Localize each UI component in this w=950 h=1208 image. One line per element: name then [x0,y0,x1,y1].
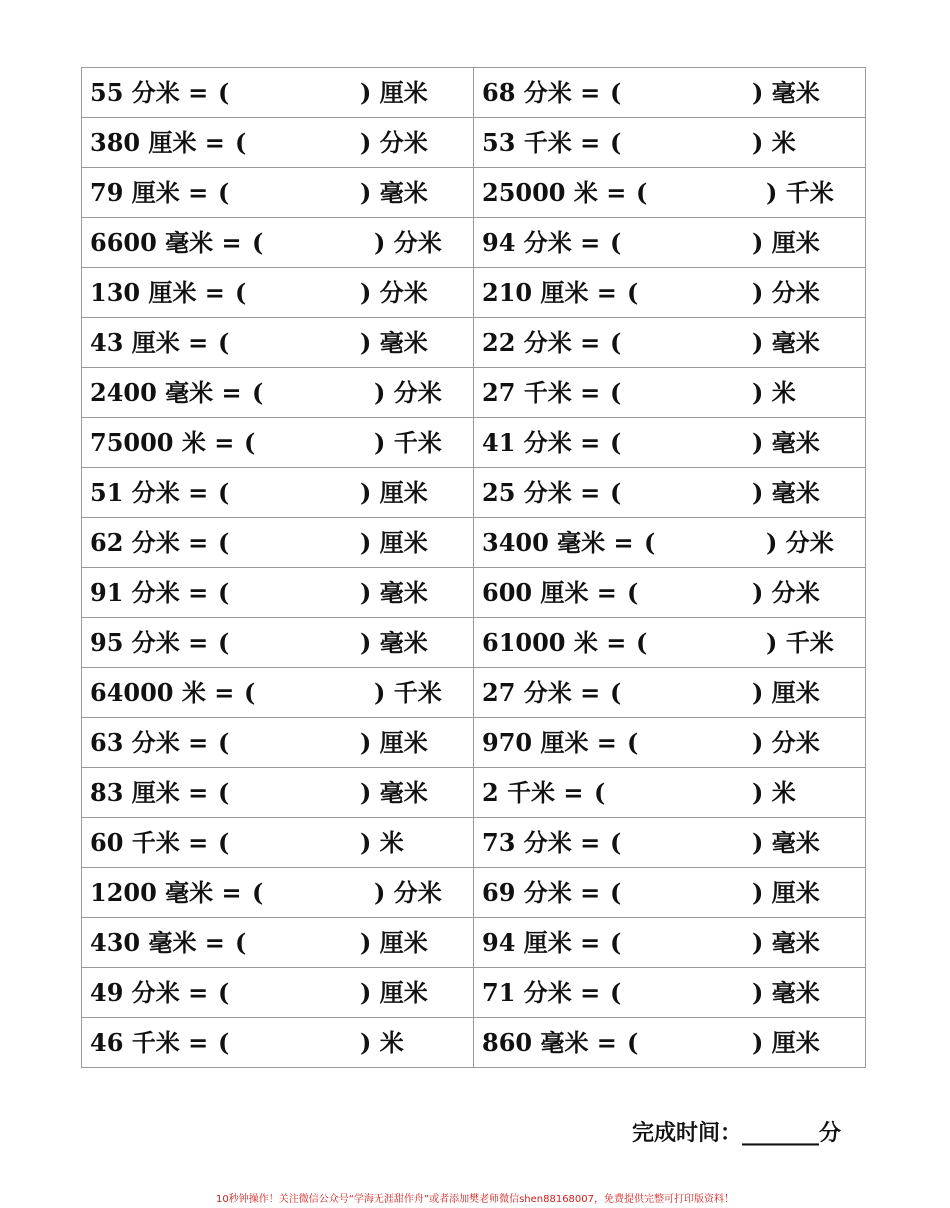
answer-open-paren: ( [218,778,230,807]
worksheet-row [82,218,866,268]
problem-prefix: 62 分米 = [90,528,209,557]
problem-cell-right [474,268,866,318]
answer-open-paren: ( [610,378,622,407]
answer-unit: ) 毫米 [360,328,428,357]
answer-unit: ) 米 [752,128,796,157]
problem-cell-right [474,568,866,618]
problem-cell-left [82,68,474,118]
problem-prefix: 860 毫米 = [482,1028,617,1057]
answer-open-paren: ( [218,728,230,757]
answer-open-paren: ( [218,978,230,1007]
answer-open-paren: ( [610,228,622,257]
answer-open-paren: ( [610,328,622,357]
answer-unit: ) 毫米 [752,928,820,957]
worksheet-row [82,818,866,868]
answer-unit: ) 米 [752,778,796,807]
answer-unit: ) 厘米 [752,1028,820,1057]
answer-unit: ) 米 [360,1028,404,1057]
footer-promo-note: 10秒钟操作！关注微信公众号“学海无涯甜作舟”或者添加樊老师微信shen88168007，免费提供完整可打印版资料！ [215,1194,735,1205]
worksheet-row [82,1018,866,1068]
answer-unit: ) 分米 [374,878,442,907]
answer-unit: ) 毫米 [752,428,820,457]
answer-open-paren: ( [627,278,639,307]
answer-unit: ) 分米 [360,278,428,307]
problem-cell-left [82,168,474,218]
answer-open-paren: ( [235,278,247,307]
worksheet-row [82,118,866,168]
answer-unit: ) 毫米 [752,328,820,357]
answer-open-paren: ( [610,978,622,1007]
worksheet-row [82,718,866,768]
problem-prefix: 94 分米 = [482,228,601,257]
answer-open-paren: ( [627,728,639,757]
problem-prefix: 51 分米 = [90,478,209,507]
answer-open-paren: ( [244,678,256,707]
problem-prefix: 83 厘米 = [90,778,209,807]
problem-prefix: 2400 毫米 = [90,378,242,407]
problem-prefix: 25 分米 = [482,478,601,507]
problem-cell-left [82,318,474,368]
problem-cell-left [82,818,474,868]
problem-prefix: 1200 毫米 = [90,878,242,907]
answer-open-paren: ( [218,628,230,657]
problem-prefix: 210 厘米 = [482,278,617,307]
worksheet-body [82,68,866,1068]
answer-unit: ) 毫米 [752,78,820,107]
answer-open-paren: ( [644,528,656,557]
answer-unit: ) 米 [752,378,796,407]
problem-cell-left [82,118,474,168]
answer-unit: ) 厘米 [360,78,428,107]
answer-unit: ) 毫米 [752,478,820,507]
worksheet-row [82,768,866,818]
worksheet-row [82,518,866,568]
problem-cell-right [474,768,866,818]
answer-unit: ) 厘米 [360,978,428,1007]
worksheet-row [82,168,866,218]
problem-cell-right [474,1018,866,1068]
answer-unit: ) 千米 [374,428,442,457]
problem-prefix: 27 分米 = [482,678,601,707]
problem-prefix: 60 千米 = [90,828,209,857]
answer-unit: ) 分米 [360,128,428,157]
answer-open-paren: ( [627,578,639,607]
problem-cell-right [474,518,866,568]
problem-cell-right [474,168,866,218]
problem-cell-left [82,268,474,318]
answer-open-paren: ( [636,178,648,207]
answer-open-paren: ( [252,378,264,407]
problem-cell-right [474,368,866,418]
problem-cell-left [82,718,474,768]
answer-unit: ) 千米 [766,178,834,207]
answer-open-paren: ( [218,78,230,107]
problem-cell-left [82,218,474,268]
problem-cell-left [82,918,474,968]
worksheet-row [82,568,866,618]
problem-prefix: 380 厘米 = [90,128,225,157]
problem-cell-right [474,868,866,918]
worksheet-row [82,468,866,518]
problem-prefix: 49 分米 = [90,978,209,1007]
answer-open-paren: ( [218,528,230,557]
completion-time-label: 完成时间：_______分 [632,1120,842,1146]
answer-unit: ) 厘米 [752,678,820,707]
answer-open-paren: ( [610,128,622,157]
answer-unit: ) 厘米 [752,228,820,257]
problem-cell-right [474,68,866,118]
problem-prefix: 95 分米 = [90,628,209,657]
worksheet-row [82,968,866,1018]
problem-prefix: 91 分米 = [90,578,209,607]
answer-unit: ) 毫米 [360,778,428,807]
answer-open-paren: ( [218,178,230,207]
answer-open-paren: ( [610,878,622,907]
problem-cell-left [82,418,474,468]
answer-open-paren: ( [218,828,230,857]
answer-open-paren: ( [627,1028,639,1057]
problem-prefix: 75000 米 = [90,428,235,457]
answer-unit: ) 分米 [766,528,834,557]
answer-open-paren: ( [235,928,247,957]
problem-prefix: 2 千米 = [482,778,584,807]
problem-cell-right [474,718,866,768]
problem-cell-right [474,668,866,718]
answer-open-paren: ( [218,328,230,357]
worksheet-row [82,318,866,368]
problem-prefix: 94 厘米 = [482,928,601,957]
answer-unit: ) 厘米 [360,928,428,957]
worksheet-row [82,668,866,718]
answer-unit: ) 毫米 [360,178,428,207]
problem-cell-left [82,768,474,818]
answer-open-paren: ( [218,1028,230,1057]
problem-prefix: 600 厘米 = [482,578,617,607]
problem-prefix: 43 厘米 = [90,328,209,357]
answer-open-paren: ( [610,78,622,107]
answer-open-paren: ( [218,478,230,507]
answer-unit: ) 分米 [752,578,820,607]
problem-prefix: 6600 毫米 = [90,228,242,257]
conversion-worksheet-table [81,67,866,1068]
problem-prefix: 63 分米 = [90,728,209,757]
answer-open-paren: ( [610,828,622,857]
problem-prefix: 69 分米 = [482,878,601,907]
problem-prefix: 25000 米 = [482,178,627,207]
answer-open-paren: ( [244,428,256,457]
problem-cell-left [82,868,474,918]
problem-prefix: 41 分米 = [482,428,601,457]
answer-open-paren: ( [252,228,264,257]
problem-cell-left [82,668,474,718]
problem-prefix: 71 分米 = [482,978,601,1007]
problem-cell-right [474,818,866,868]
answer-unit: ) 毫米 [752,828,820,857]
answer-unit: ) 厘米 [752,878,820,907]
worksheet-row [82,868,866,918]
answer-unit: ) 毫米 [752,978,820,1007]
problem-prefix: 27 千米 = [482,378,601,407]
problem-cell-right [474,918,866,968]
problem-cell-right [474,618,866,668]
problem-cell-right [474,218,866,268]
worksheet-row [82,418,866,468]
problem-cell-right [474,418,866,468]
problem-prefix: 46 千米 = [90,1028,209,1057]
problem-cell-right [474,118,866,168]
answer-unit: ) 分米 [374,378,442,407]
problem-cell-right [474,318,866,368]
worksheet-row [82,268,866,318]
answer-open-paren: ( [610,928,622,957]
problem-cell-left [82,968,474,1018]
problem-prefix: 64000 米 = [90,678,235,707]
problem-prefix: 68 分米 = [482,78,601,107]
answer-open-paren: ( [218,578,230,607]
problem-cell-left [82,568,474,618]
answer-unit: ) 厘米 [360,728,428,757]
answer-open-paren: ( [252,878,264,907]
answer-unit: ) 分米 [752,278,820,307]
answer-unit: ) 厘米 [360,528,428,557]
answer-unit: ) 分米 [752,728,820,757]
answer-unit: ) 千米 [766,628,834,657]
answer-unit: ) 千米 [374,678,442,707]
problem-prefix: 970 厘米 = [482,728,617,757]
problem-cell-right [474,468,866,518]
problem-prefix: 53 千米 = [482,128,601,157]
answer-unit: ) 分米 [374,228,442,257]
problem-prefix: 22 分米 = [482,328,601,357]
problem-prefix: 3400 毫米 = [482,528,634,557]
answer-unit: ) 米 [360,828,404,857]
answer-open-paren: ( [594,778,606,807]
answer-unit: ) 厘米 [360,478,428,507]
worksheet-row [82,918,866,968]
problem-cell-left [82,518,474,568]
problem-cell-left [82,368,474,418]
worksheet-row [82,68,866,118]
answer-open-paren: ( [235,128,247,157]
answer-open-paren: ( [636,628,648,657]
problem-prefix: 430 毫米 = [90,928,225,957]
problem-prefix: 79 厘米 = [90,178,209,207]
answer-unit: ) 毫米 [360,628,428,657]
answer-open-paren: ( [610,678,622,707]
problem-cell-left [82,1018,474,1068]
problem-cell-left [82,618,474,668]
problem-cell-right [474,968,866,1018]
answer-open-paren: ( [610,478,622,507]
problem-prefix: 130 厘米 = [90,278,225,307]
worksheet-row [82,368,866,418]
problem-prefix: 73 分米 = [482,828,601,857]
answer-unit: ) 毫米 [360,578,428,607]
problem-cell-left [82,468,474,518]
problem-prefix: 61000 米 = [482,628,627,657]
worksheet-row [82,618,866,668]
answer-open-paren: ( [610,428,622,457]
problem-prefix: 55 分米 = [90,78,209,107]
